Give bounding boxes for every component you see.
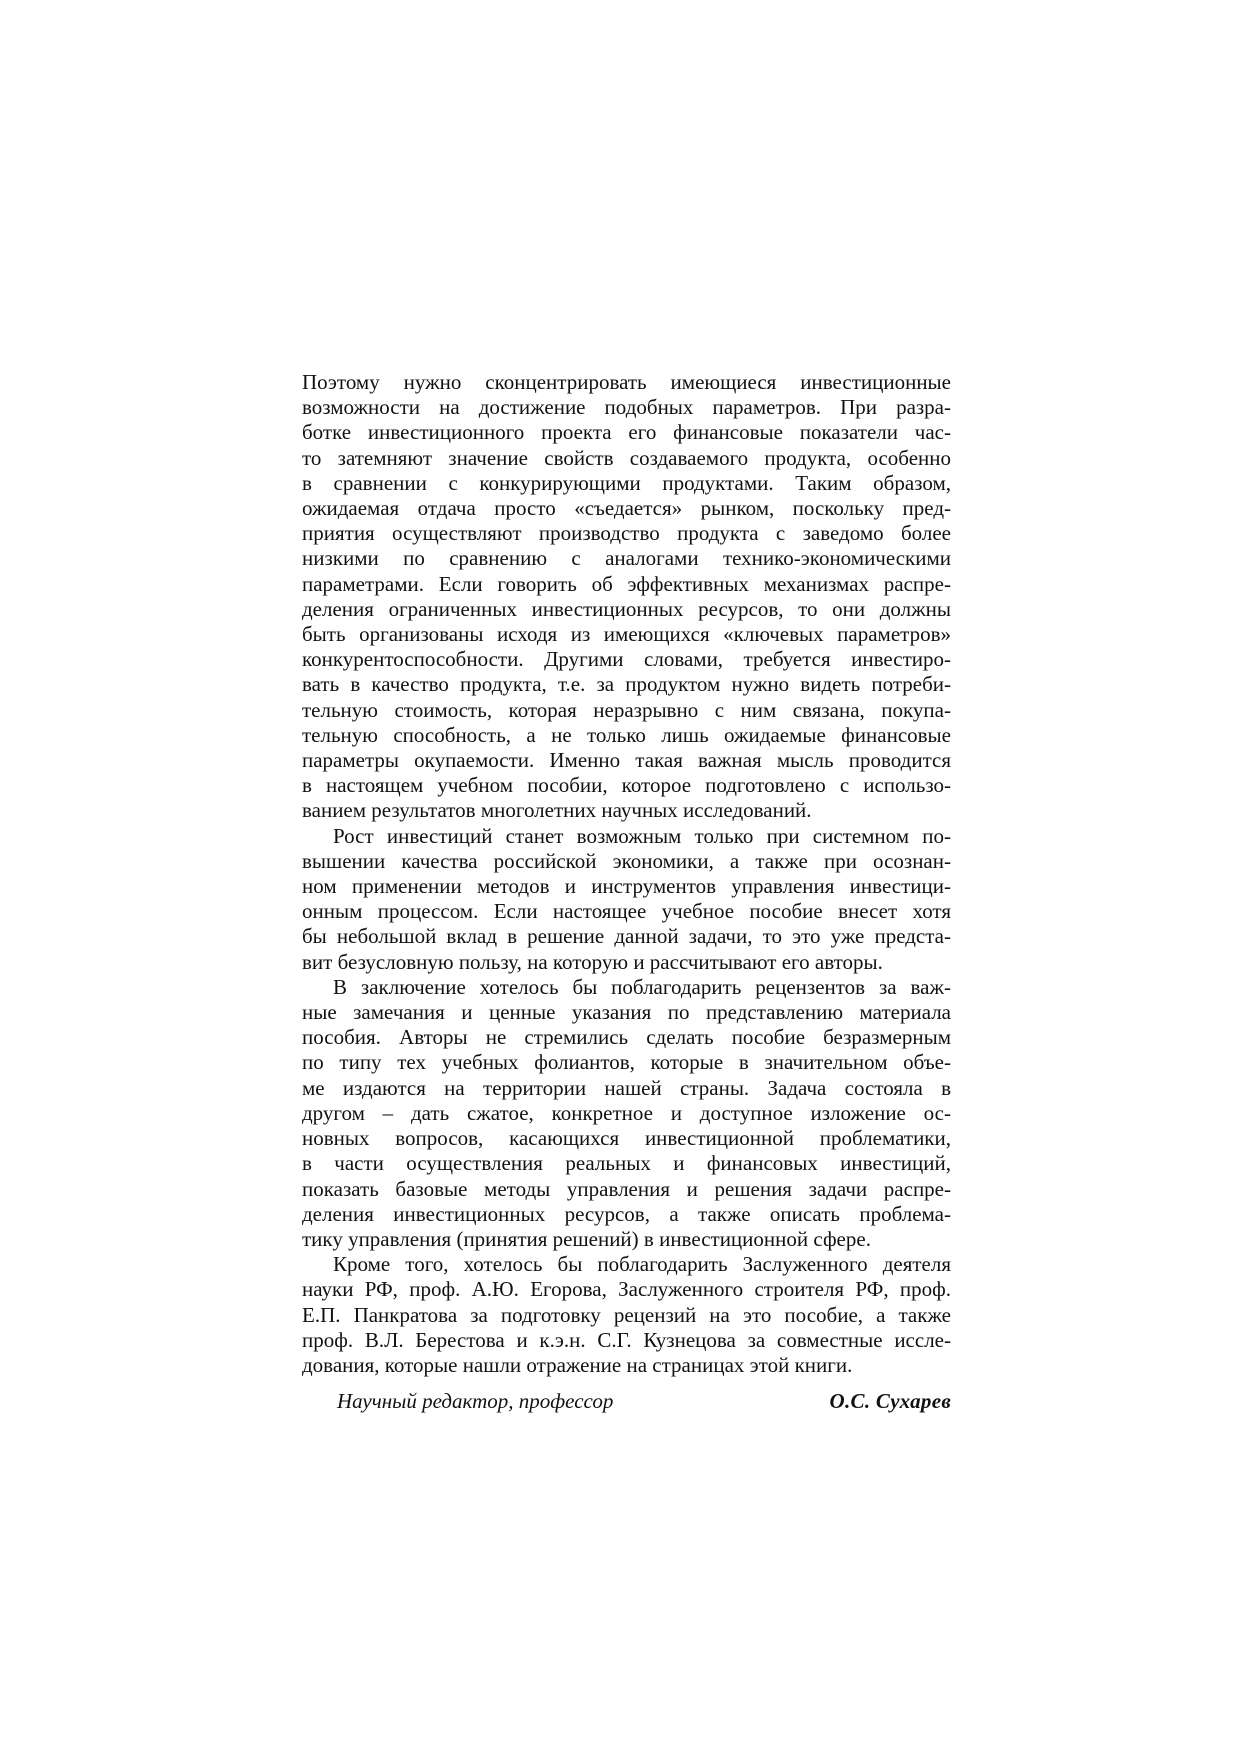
text-line: Поэтому нужно сконцентрировать имеющиеся инвестиционные [302,370,951,394]
text-line: тельную способность, а не только лишь ожидаемые финансовые [302,722,951,747]
text-line: онным процессом. Если настоящее учебное пособие внесет хотя [302,899,951,924]
paragraph-1 [302,370,951,824]
editor-role: Научный редактор, профессор [337,1389,614,1414]
text-line: в настоящем учебном пособии, которое подготовлено с использо- [302,773,951,798]
text-line: Кроме того, хотелось бы поблагодарить Заслуженного деятеля [333,1252,951,1277]
text-line: дования, которые нашли отражение на страницах этой книги. [302,1352,853,1377]
text-line: ном применении методов и инструментов управления инвестици- [302,874,951,899]
text-line: параметрами. Если говорить об эффективных механизмах распре- [302,571,951,596]
text-line: ванием результатов многолетних научных исследований. [302,798,812,823]
text-line: ожидаемая отдача просто «съедается» рынком, поскольку пред- [302,496,951,521]
text-line: Е.П. Панкратова за подготовку рецензий на это пособие, а также [302,1302,951,1327]
text-line: ме издаются на территории нашей страны. Задача состояла в [302,1075,951,1100]
text-line: в сравнении с конкурирующими продуктами. Таким образом, [302,470,951,495]
text-line: низкими по сравнению с аналогами технико-экономическими [302,546,951,571]
signature [302,1389,951,1414]
text-line: проф. В.Л. Берестова и к.э.н. С.Г. Кузнецова за совместные иссле- [302,1327,951,1352]
text-line: в части осуществления реальных и финансовых инвестиций, [302,1151,951,1176]
text-line: вышении качества российской экономики, а также при осознан- [302,848,951,873]
text-line: В заключение хотелось бы поблагодарить рецензентов за важ- [333,974,951,999]
text-line: по типу тех учебных фолиантов, которые в значительном объе- [302,1050,951,1075]
text-line: то затемняют значение свойств создаваемого продукта, особенно [302,445,951,470]
text-line: Рост инвестиций станет возможным только при системном по- [333,823,951,848]
text-line: ботке инвестиционного проекта его финансовые показатели час- [302,420,951,445]
text-line: приятия осуществляют производство продукта с заведомо более [302,521,951,546]
text-line: конкурентоспособности. Другими словами, требуется инвестиро- [302,647,951,672]
text-line: показать базовые методы управления и решения задачи распре- [302,1176,951,1201]
paragraph-3 [302,975,951,1252]
paragraph-2 [302,824,951,975]
text-line: вать в качество продукта, т.е. за продуктом нужно видеть потреби- [302,672,951,697]
text-line: науки РФ, проф. А.Ю. Егорова, Заслуженного строителя РФ, проф. [302,1277,951,1302]
preface-text [302,370,951,1414]
text-line: другом – дать сжатое, конкретное и доступное изложение ос- [302,1100,951,1125]
text-line: параметры окупаемости. Именно такая важная мысль проводится [302,748,951,773]
editor-name: О.С. Сухарев [829,1389,951,1414]
text-line: деления ограниченных инвестиционных ресурсов, то они должны [302,596,951,621]
text-line: быть организованы исходя из имеющихся «ключевых параметров» [302,622,951,647]
text-line: бы небольшой вклад в решение данной задачи, то это уже предста- [302,924,951,949]
text-line: новных вопросов, касающихся инвестиционной проблематики, [302,1126,951,1151]
text-line: деления инвестиционных ресурсов, а также описать проблема- [302,1201,951,1226]
text-line: возможности на достижение подобных параметров. При разра- [302,395,951,420]
text-line: вит безусловную пользу, на которую и рассчитывают его авторы. [302,949,883,974]
text-line: тику управления (принятия решений) в инвестиционной сфере. [302,1226,871,1251]
text-line: тельную стоимость, которая неразрывно с ним связана, покупа- [302,697,951,722]
text-line: пособия. Авторы не стремились сделать пособие безразмерным [302,1025,951,1050]
paragraph-4 [302,1252,951,1378]
text-line: ные замечания и ценные указания по представлению материала [302,1000,951,1025]
